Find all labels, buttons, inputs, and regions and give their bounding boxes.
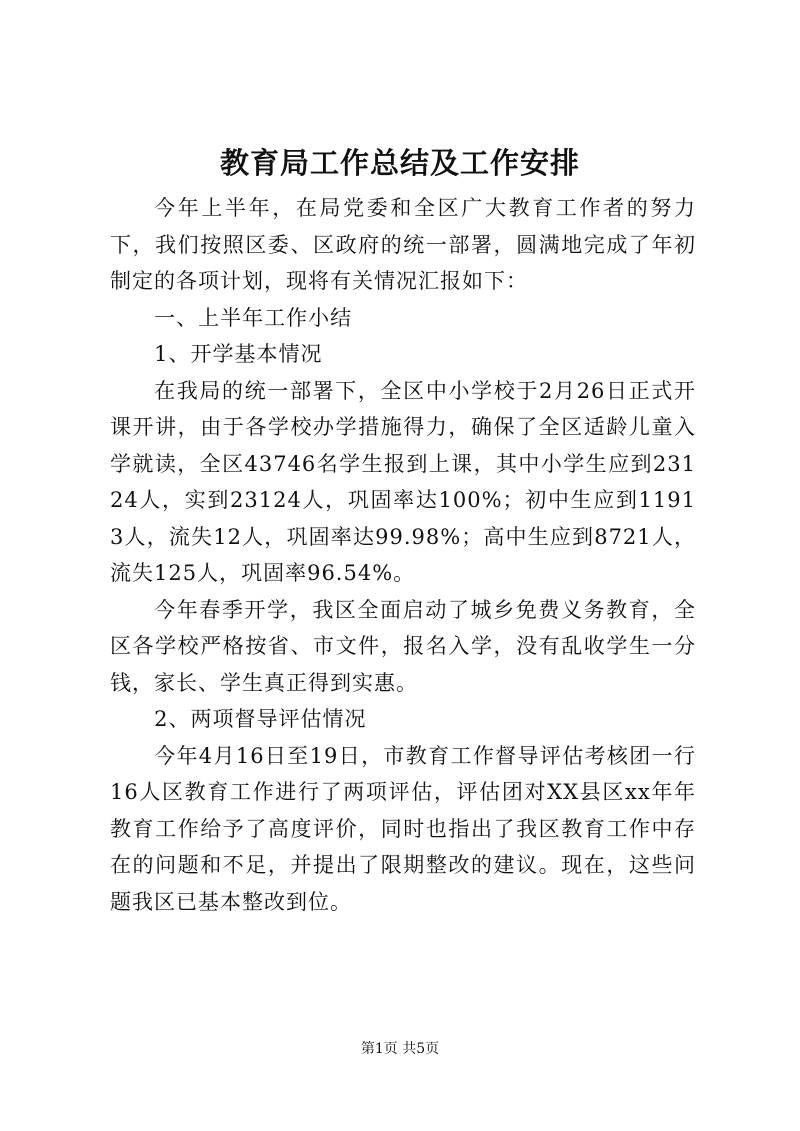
paragraph: 今年4月16日至19日，市教育工作督导评估考核团一行16人区教育工作进行了两项评估，评估团对XX县区xx年年教育工作给予了高度评价，同时也指出了我区教育工作中存在的问题和不足，并提出了限期整改的建议。现在，这些问题我区已基本整改到位。 <box>110 743 696 914</box>
document-title: 教育局工作总结及工作安排 <box>219 146 580 180</box>
document-body <box>110 190 696 920</box>
section-heading: 一、上半年工作小结 <box>154 305 353 330</box>
page-footer: 第1页 共5页 <box>360 1041 440 1057</box>
paragraph: 今年春季开学，我区全面启动了城乡免费义务教育，全区各学校严格按省、市文件，报名入学，没有乱收学生一分钱，家长、学生真正得到实惠。 <box>110 597 696 695</box>
paragraph-intro: 今年上半年，在局党委和全区广大教育工作者的努力下，我们按照区委、区政府的统一部署，圆满地完成了年初制定的各项计划，现将有关情况汇报如下： <box>110 196 696 293</box>
subsection-heading: 2、两项督导评估情况 <box>154 707 367 731</box>
paragraph: 在我局的统一部署下，全区中小学校于2月26日正式开课开讲，由于各学校办学措施得力，确保了全区适龄儿童入学就读，全区43746名学生报到上课，其中小学生应到23124人，实到23124人，巩固率达100%；初中生应到11913人，流失12人，巩固率达99.98%；高中生应到8721人，流失125人，巩固率96.54%。 <box>110 378 696 585</box>
subsection-heading: 1、开学基本情况 <box>154 342 323 366</box>
